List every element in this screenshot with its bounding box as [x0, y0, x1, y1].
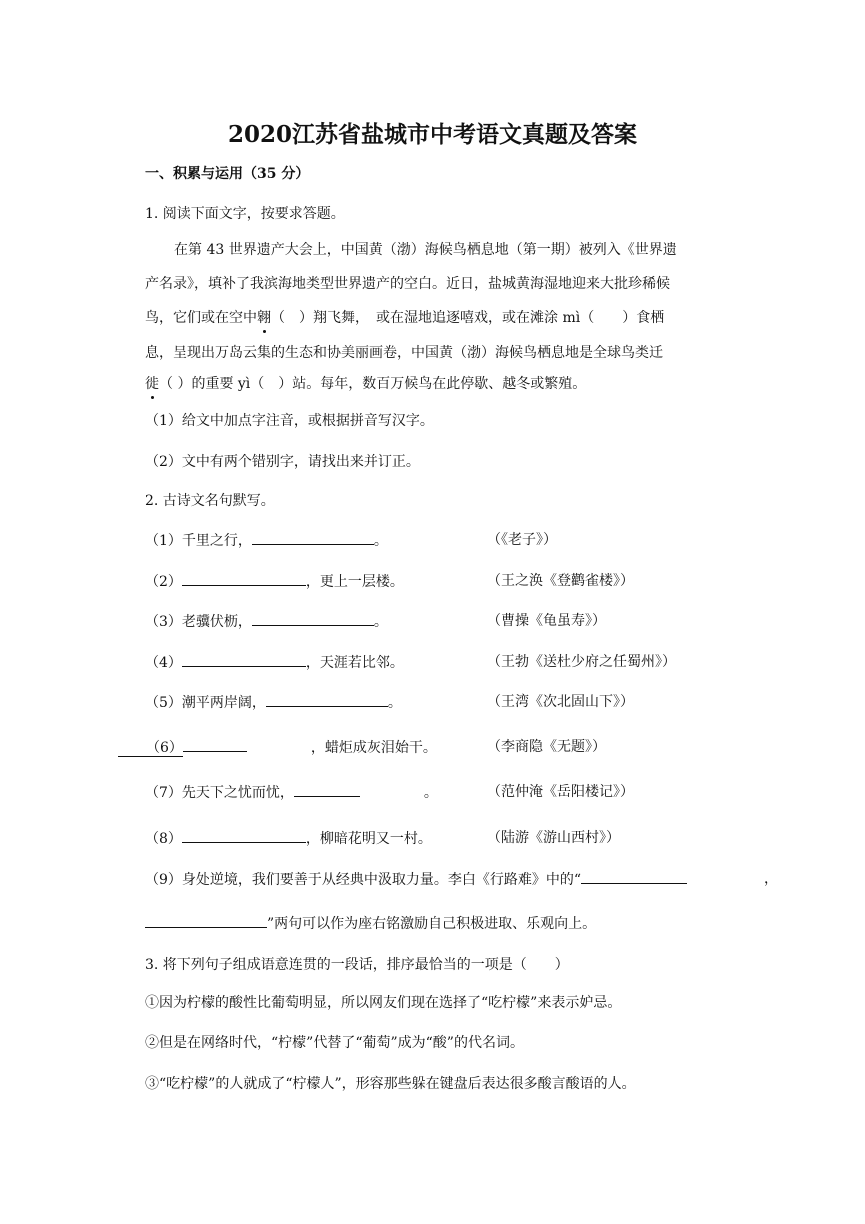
passage-line: 在第 43 世界遗产大会上，中国黄（渤）海候鸟栖息地（第一期）被列入《世界遗 — [174, 242, 677, 258]
passage-line: 产名录》，填补了我滨海地类型世界遗产的空白。近日，盐城黄海湿地迎来大批珍稀候 — [145, 276, 670, 292]
item-source: （陆游《游山西村》） — [487, 830, 620, 846]
sentence-option: ③“吃柠檬”的人就成了“柠檬人”，形容那些躲在键盘后表达很多酸言酸语的人。 — [145, 1076, 636, 1092]
answer-blank[interactable] — [145, 913, 267, 928]
document-title: 2020江苏省盐城市中考语文真题及答案 — [227, 121, 637, 148]
recitation-item — [118, 737, 437, 758]
item-suffix: 。 — [373, 533, 388, 549]
item-number: （7） — [145, 785, 182, 801]
passage-line: 息，呈现出万岛云集的生态和协美丽画卷，中国黄（渤）海候鸟栖息地是全球鸟类迁 — [145, 345, 663, 361]
item-source: （《老子》） — [487, 532, 557, 548]
item-text: ， — [764, 871, 778, 887]
recitation-item — [145, 571, 404, 592]
item-suffix: ，蜡炬成灰泪始干。 — [310, 740, 437, 756]
dotted-character: 徙 — [145, 376, 159, 392]
item-number: （2） — [145, 574, 182, 590]
q1-stem: 1. 阅读下面文字，按要求答题。 — [145, 206, 345, 222]
item-number: （8） — [145, 831, 182, 847]
item-suffix: 。 — [387, 695, 402, 711]
item-source: （范仲淹《岳阳楼记》） — [487, 784, 634, 800]
item-prefix: 老骥伏枥， — [181, 614, 252, 630]
answer-blank[interactable] — [182, 571, 306, 586]
section-heading: 一、积累与运用（35 分） — [145, 166, 310, 182]
q2-stem: 2. 古诗文名句默写。 — [145, 493, 275, 509]
sentence-option: ②但是在网络时代，“柠檬”代替了“葡萄”成为“酸”的代名词。 — [145, 1035, 524, 1051]
sub-question: （2）文中有两个错别字，请找出来并订正。 — [145, 454, 420, 470]
recitation-item — [145, 913, 596, 934]
answer-blank[interactable] — [581, 869, 687, 884]
recitation-item — [145, 869, 687, 890]
item-text: ”两句可以作为座右铭激励自己积极进取、乐观向上。 — [267, 916, 597, 932]
answer-blank[interactable] — [266, 692, 388, 707]
answer-blank[interactable] — [252, 611, 374, 626]
item-suffix: ，柳暗花明又一村。 — [305, 831, 432, 847]
item-suffix: 。 — [423, 785, 438, 801]
sentence-option: ①因为柠檬的酸性比葡萄明显，所以网友们现在选择了“吃柠檬”来表示妒忌。 — [145, 995, 622, 1011]
item-number: （5） — [145, 695, 182, 711]
item-text: （9）身处逆境，我们要善于从经典中汲取力量。李白《行路难》中的“ — [145, 872, 582, 888]
item-suffix: ，天涯若比邻。 — [305, 655, 404, 671]
recitation-item — [145, 530, 388, 551]
answer-blank[interactable] — [182, 828, 306, 843]
item-number: （6） — [118, 740, 183, 757]
item-source: （李商隐《无题》） — [487, 739, 606, 755]
sub-question: （1）给文中加点字注音，或根据拼音写汉字。 — [145, 413, 434, 429]
answer-blank[interactable] — [252, 530, 374, 545]
passage-text: （ ）翔飞舞， 或在湿地追逐嘻戏，或在滩涂 mì（ ）食栖 — [271, 310, 665, 326]
answer-blank[interactable] — [294, 782, 360, 797]
item-number: （3） — [145, 614, 182, 630]
item-prefix: 千里之行， — [181, 533, 252, 549]
recitation-item — [145, 782, 438, 803]
item-source: （王湾《次北固山下》） — [487, 694, 634, 710]
item-suffix: 。 — [373, 614, 388, 630]
item-suffix: ，更上一层楼。 — [305, 574, 404, 590]
passage-line — [145, 374, 586, 394]
recitation-item — [145, 652, 404, 673]
item-source: （王之涣《登鹳雀楼》） — [487, 573, 634, 589]
item-number: （1） — [145, 533, 182, 549]
answer-blank[interactable] — [183, 737, 247, 752]
passage-line — [145, 308, 664, 328]
item-source: （曹操《龟虽寿》） — [487, 613, 606, 629]
q3-stem: 3. 将下列句子组成语意连贯的一段话，排序最恰当的一项是（ ） — [145, 957, 569, 973]
item-number: （4） — [145, 655, 182, 671]
item-source: （王勃《送杜少府之任蜀州》） — [487, 654, 676, 670]
dotted-character: 翱 — [257, 310, 271, 326]
answer-blank[interactable] — [182, 652, 306, 667]
item-prefix: 先天下之忧而忧， — [181, 785, 294, 801]
item-prefix: 潮平两岸阔， — [181, 695, 266, 711]
recitation-item — [145, 692, 402, 713]
recitation-item — [145, 828, 432, 849]
passage-text: 鸟，它们或在空中 — [145, 310, 257, 326]
passage-text: （ ）的重要 yì（ ）站。每年，数百万候鸟在此停歇、越冬或繁殖。 — [159, 376, 587, 392]
recitation-item — [145, 611, 388, 632]
